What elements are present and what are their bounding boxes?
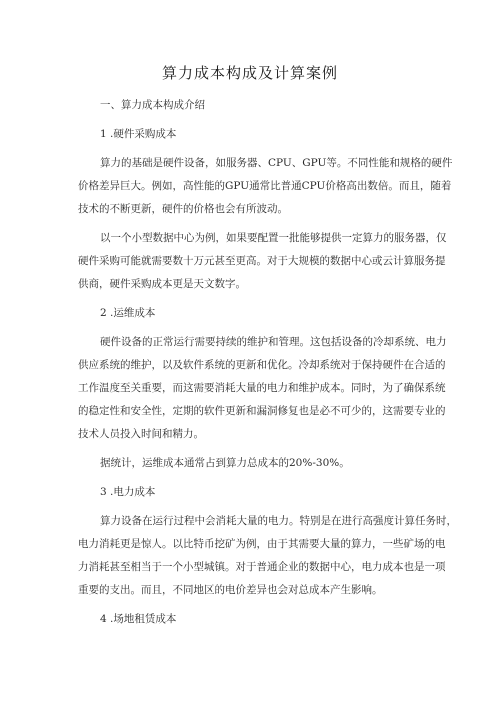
paragraph-line: 工作温度至关重要，而这需要消耗大量的电力和维护成本。同时，为了确保系统 <box>78 382 446 394</box>
paragraph-line: 重要的支出。而且，不同地区的电价差异也会对总成本产生影响。 <box>78 584 383 596</box>
section-heading: 一、算力成本构成介绍 <box>100 99 205 111</box>
paragraph-line: 技术人员投入时间和精力。 <box>78 428 204 440</box>
paragraph-line: 的稳定性和安全性，定期的软件更新和漏洞修复也是必不可少的，这需要专业的 <box>78 405 446 417</box>
subsection-heading: 2 .运维成本 <box>100 307 156 319</box>
paragraph-line: 据统计，运维成本通常占到算力总成本的20%-30%。 <box>100 457 350 469</box>
paragraph-line: 供应系统的维护，以及软件系统的更新和优化。冷却系统对于保持硬件在合适的 <box>78 359 446 371</box>
paragraph-line: 以一个小型数据中心为例，如果要配置一批能够提供一定算力的服务器，仅 <box>100 232 447 244</box>
page-title: 算力成本构成及计算案例 <box>161 64 338 82</box>
paragraph-line: 技术的不断更新，硬件的价格也会有所波动。 <box>78 203 288 215</box>
paragraph-line: 算力的基础是硬件设备，如服务器、CPU、GPU等。不同性能和规格的硬件 <box>100 157 453 169</box>
paragraph-line: 硬件设备的正常运行需要持续的维护和管理。这包括设备的冷却系统、电力 <box>100 336 447 348</box>
paragraph-line: 硬件采购可能就需要数十万元甚至更高。对于大规模的数据中心或云计算服务提 <box>78 255 446 267</box>
paragraph-line: 力消耗甚至相当于一个小型城镇。对于普通企业的数据中心，电力成本也是一项 <box>78 561 446 573</box>
paragraph-line: 电力消耗更是惊人。以比特币挖矿为例，由于其需要大量的算力，一些矿场的电 <box>78 538 446 550</box>
paragraph-line: 供商，硬件采购成本更是天文数字。 <box>78 278 246 290</box>
subsection-heading: 4 .场地租赁成本 <box>100 613 177 625</box>
subsection-heading: 1 .硬件采购成本 <box>100 128 177 140</box>
paragraph-line: 算力设备在运行过程中会消耗大量的电力。特别是在进行高强度计算任务时， <box>100 515 457 527</box>
paragraph-line: 价格差异巨大。例如，高性能的GPU通常比普通CPU价格高出数倍。而且，随着 <box>78 180 452 192</box>
subsection-heading: 3 .电力成本 <box>100 486 156 498</box>
